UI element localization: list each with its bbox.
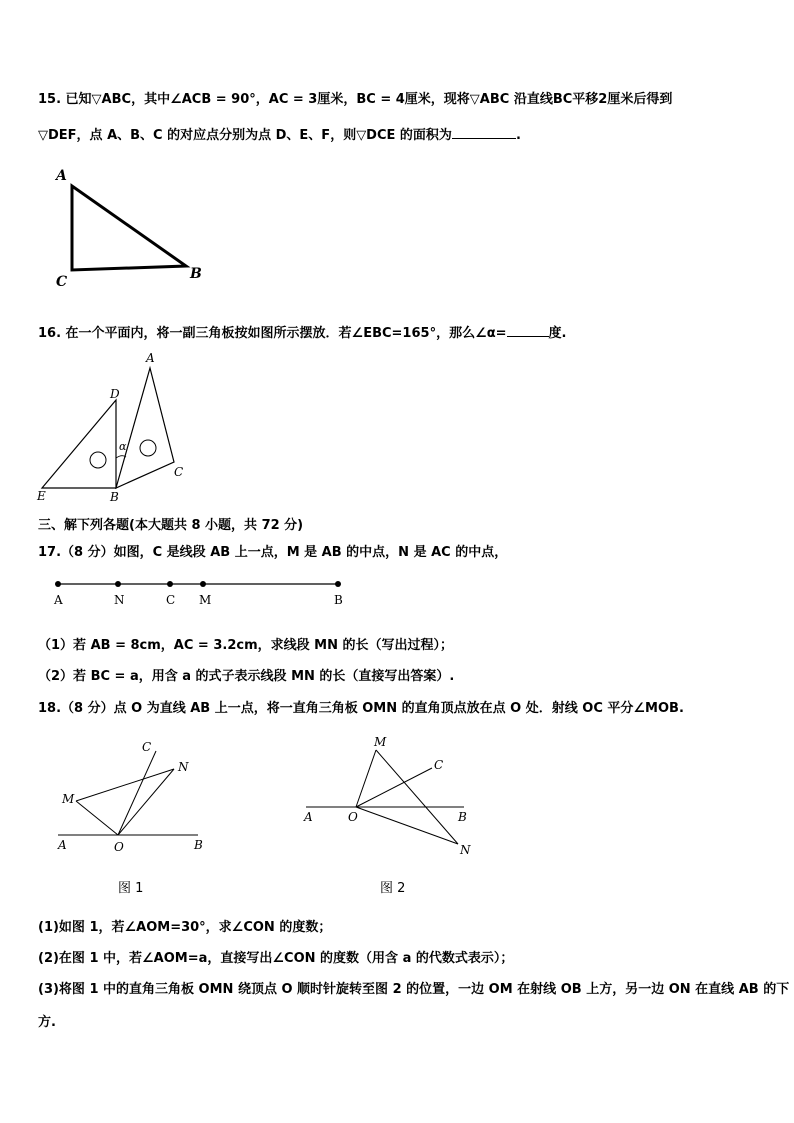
segment-om: [76, 801, 118, 835]
q18-intro-text: 18.（8 分）点 O 为直线 AB 上一点，将一直角三角板 OMN 的直角顶点放在点 O 处．射线 OC 平分∠MOB.: [38, 701, 684, 716]
q17-part2-text: （2）若 BC = a，用含 a 的式子表示线段 MN 的长（直接写出答案）.: [38, 669, 455, 684]
figure-1-caption: 图 1: [118, 881, 144, 896]
label-m: M: [199, 593, 212, 607]
label-b: B: [334, 593, 343, 607]
triangle-dbe: [42, 400, 116, 488]
q18-part3-text-end: 方.: [38, 1015, 56, 1030]
triangle-abc: [72, 186, 186, 270]
label-a: A: [56, 168, 67, 184]
label-e: E: [37, 489, 46, 503]
label-b: B: [458, 810, 467, 824]
q15-line1-text: 15. 已知▽ABC，其中∠ACB = 90°，AC = 3厘米，BC = 4厘米，现将▽ABC 沿直线BC平移2厘米后得到: [38, 92, 673, 107]
q15-line2-end: .: [515, 128, 521, 143]
segment-mn: [76, 769, 174, 801]
label-b: B: [190, 266, 202, 282]
label-a: A: [54, 593, 63, 607]
section-3-heading: [38, 514, 303, 533]
q15-line1: [38, 88, 672, 107]
q17-intro-text: 17.（8 分）如图，C 是线段 AB 上一点，M 是 AB 的中点，N 是 AC 的中点，: [38, 545, 508, 560]
segment-on: [118, 769, 174, 835]
label-alpha: α: [119, 440, 127, 453]
label-o: O: [114, 840, 124, 854]
label-n: N: [114, 593, 125, 607]
hole-circle-left: [90, 452, 106, 468]
answer-blank[interactable]: [507, 324, 549, 337]
ray-oc: [118, 751, 156, 835]
label-c: C: [142, 740, 152, 754]
q16-text: 16. 在一个平面内，将一副三角板按如图所示摆放．若∠EBC=165°，那么∠α=: [38, 326, 507, 341]
label-a: A: [304, 810, 313, 824]
label-a: A: [146, 351, 155, 365]
label-c: C: [166, 593, 176, 607]
q16-set-squares-figure: [34, 350, 204, 510]
section-3-title: 三、解下列各题(本大题共 8 小题，共 72 分): [38, 518, 304, 533]
q18-part2-text: (2)在图 1 中，若∠AOM=a，直接写出∠CON 的度数（用含 a 的代数式表示）；: [38, 951, 514, 966]
label-c: C: [56, 274, 68, 290]
q16-text-end: 度.: [548, 326, 567, 341]
label-o: O: [348, 810, 358, 824]
segment-on: [356, 807, 458, 844]
q18-intro: [38, 697, 684, 716]
q15-line2: [38, 124, 521, 143]
point-b: [335, 581, 341, 587]
q18-part3-text: (3)将图 1 中的直角三角板 OMN 绕顶点 O 顺时针旋转至图 2 的位置，一边 OM 在射线 OB 上方，另一边 ON 在直线 AB 的下: [38, 982, 790, 997]
q15-triangle-figure: [50, 164, 210, 294]
q17-intro: [38, 541, 507, 560]
segment-mn: [376, 750, 458, 844]
q17-part1-text: （1）若 AB = 8cm，AC = 3.2cm，求线段 MN 的长（写出过程）；: [38, 638, 453, 653]
label-n: N: [178, 760, 189, 774]
answer-blank[interactable]: [452, 126, 516, 139]
q18-part1: [38, 916, 331, 935]
point-n: [115, 581, 121, 587]
label-d: D: [110, 387, 120, 401]
hole-circle-right: [140, 440, 156, 456]
label-a: A: [58, 838, 67, 852]
q16-line: [38, 322, 567, 341]
label-c: C: [174, 465, 184, 479]
q18-figure-1: [52, 735, 212, 865]
label-b: B: [194, 838, 203, 852]
q17-segment-figure: [48, 574, 368, 614]
point-a: [55, 581, 61, 587]
q17-part2: [38, 665, 454, 684]
label-m: M: [374, 735, 387, 749]
q15-line2-text: ▽DEF，点 A、B、C 的对应点分别为点 D、E、F，则▽DCE 的面积为: [38, 128, 452, 143]
triangle-abc: [116, 368, 174, 488]
point-c: [167, 581, 173, 587]
label-b: B: [110, 490, 119, 504]
q18-part3: [38, 978, 789, 997]
figure-2-caption: 图 2: [380, 881, 406, 896]
q18-figure-2: [302, 732, 482, 862]
q18-part1-text: (1)如图 1，若∠AOM=30°，求∠CON 的度数；: [38, 920, 332, 935]
label-n: N: [460, 843, 471, 857]
label-m: M: [62, 792, 75, 806]
q17-part1: [38, 634, 453, 653]
point-m: [200, 581, 206, 587]
q18-part2: [38, 947, 513, 966]
q18-part3-continued: [38, 1011, 56, 1030]
label-c: C: [434, 758, 444, 772]
